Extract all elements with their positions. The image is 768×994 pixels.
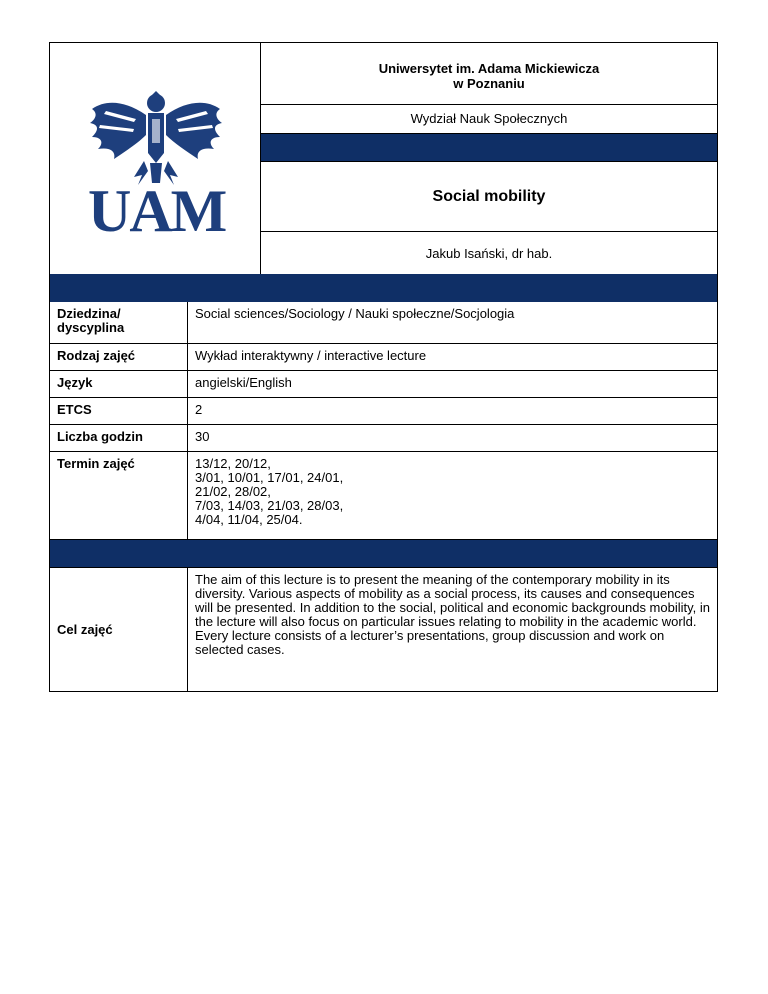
row-label: Dziedzina/ dyscyplina [50,302,188,344]
row-value: 13/12, 20/12, 3/01, 10/01, 17/01, 24/01, 21/02, 28/02, 7/03, 14/03, 21/03, 28/03, 4/04, 11/04, 25/04. [188,452,718,540]
faculty-name: Wydział Nauk Społecznych [261,105,717,134]
goal-label: Cel zajęć [50,568,188,692]
table-row [50,452,718,540]
table-row [50,371,718,398]
lecturer-name: Jakub Isański, dr hab. [425,246,553,261]
header-right [261,43,717,274]
table-row [50,302,718,344]
row-value: angielski/English [188,371,718,398]
course-details-table [49,301,718,692]
course-title: Social mobility [261,162,717,232]
course-card [49,42,718,692]
eagle-icon [86,91,226,186]
row-value: Wykład interaktywny / interactive lecture [188,344,718,371]
university-line-2: w Poznaniu [453,76,525,91]
row-label: Rodzaj zajęć [50,344,188,371]
row-label: Termin zajęć [50,452,188,540]
row-label: Język [50,371,188,398]
logo-cell [50,43,261,274]
section-band [50,274,717,302]
section-band-row [50,540,718,568]
table-row [50,568,718,692]
uam-logo-text: UAM [88,178,226,244]
header-band [261,134,717,162]
row-label: Liczba godzin [50,425,188,452]
row-label: ETCS [50,398,188,425]
table-row [50,398,718,425]
university-line-1: Uniwersytet im. Adama Mickiewicza [378,61,600,76]
university-name [261,43,717,105]
table-row [50,425,718,452]
row-value: 2 [188,398,718,425]
header-block [49,42,718,301]
table-row [50,344,718,371]
row-value: Social sciences/Sociology / Nauki społeczne/Socjologia [188,302,718,344]
section-band-cell [50,540,718,568]
row-value: 30 [188,425,718,452]
goal-text: The aim of this lecture is to present the meaning of the contemporary mobility in its diversity. Various aspects of mobility as a social process, its causes and consequences will be presented. In addition to the social, political and economic backgrounds mobility, in the lecture will also focus on particular issues relating to mobility in the academic world. Every lecture consists of a lecturer’s presentations, group discussion and work on selected cases. [188,568,718,692]
